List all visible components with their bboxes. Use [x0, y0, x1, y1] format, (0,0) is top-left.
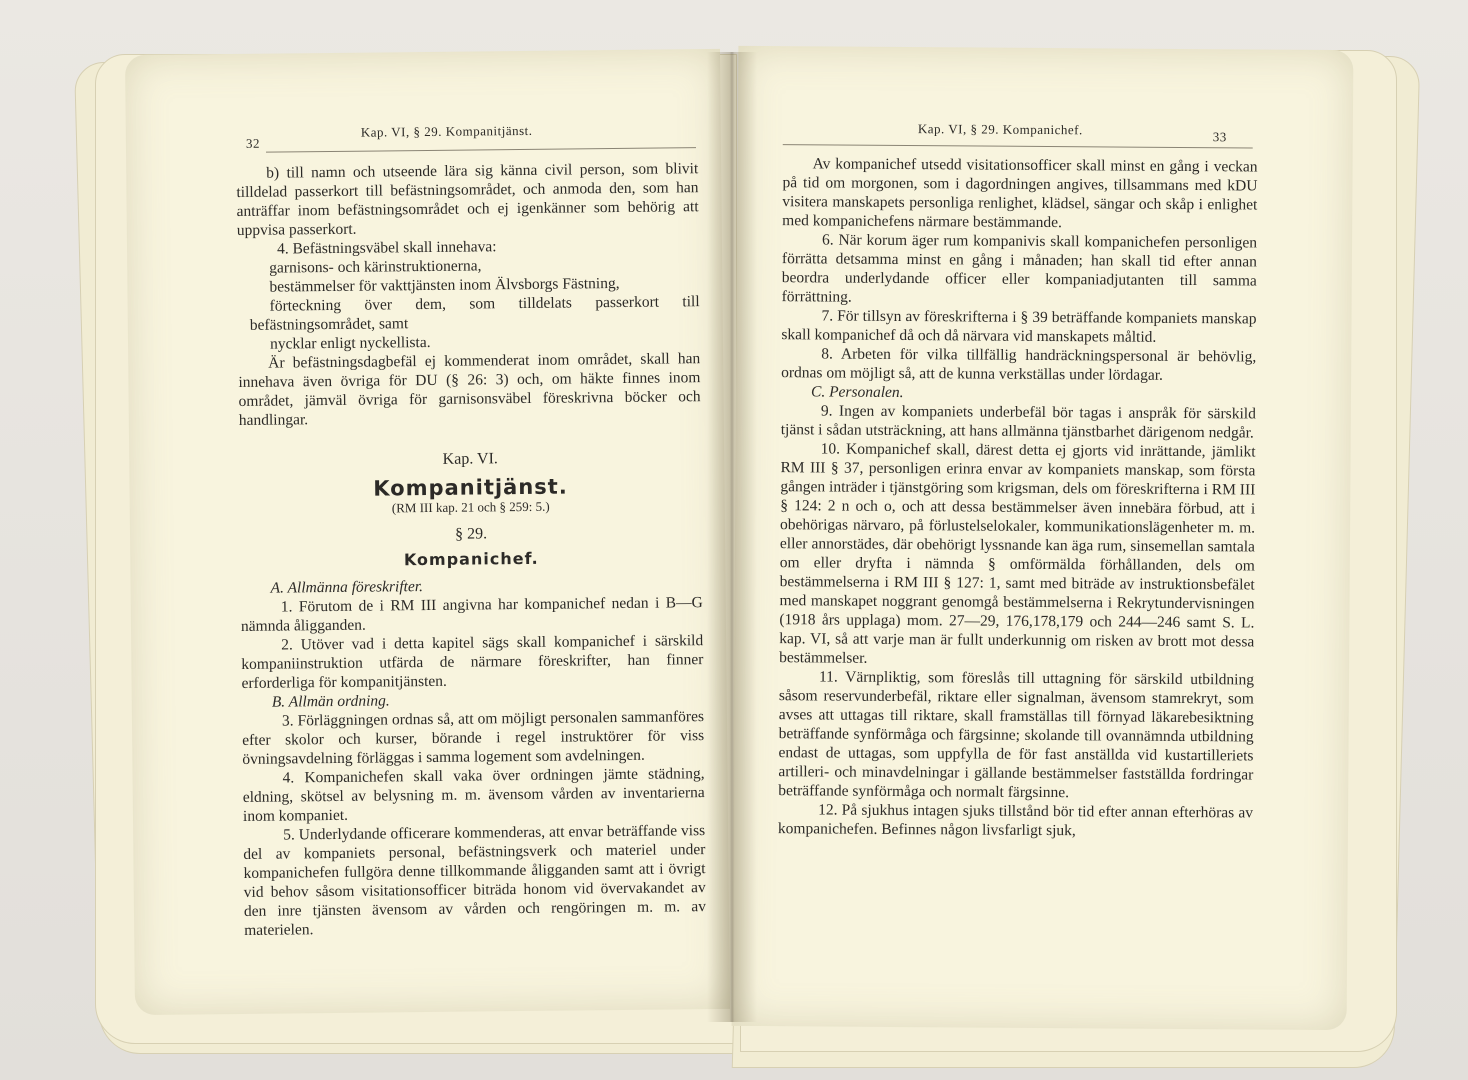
- numbered-item: 4. Kompanichefen skall vaka över ordningen jämte städning, eldning, skötsel av belysning m. m. ävensom vården av inventarierna inom kompaniet.: [242, 765, 705, 825]
- right-para: Av kompanichef utsedd visitationsofficer skall minst en gång i veckan på tid om morgonen, som i dagordningen angives, tillsammans med kDU visitera manskapets personliga renlighet, klädsel, sängar och skåp i enlighet med kompanichefens närmare bestämmande.: [782, 155, 1258, 232]
- left-header-rule: [266, 147, 696, 153]
- numbered-item: 10. Kompanichef skall, därest detta ej gjorts vid inrättande, jämlikt RM III § 37, personligen erinra envar av kompaniets manskap, som första gången inträder i tjänstgöring som krigsman, dels om föreskrifterna i RM III § 124: 2 n och o, och att dessa bestämmelser även innebära förbud, att i obehörigas närvaro, på förlustelselokaler, kommunikationslägenheter m. m. eller annorstädes, där obehörigt lyssnande kan äga rum, sinsemellan samtala om eller dryfta i nämnda § omförmälda förhållanden, dels om bestämmelserna i RM III § 127: 1, samt med biträde av instruktionsbefälet med manskapet noggrant genomgå bestämmelserna i Rekrytundervisningen (1918 års upplaga) mom. 27—29, 176,178,179 och 244—246 samt S. L. kap. VI, så att varje man är fullt underkunnig om risken av brott mot dessa bestämmelser.: [779, 440, 1256, 667]
- numbered-item: 9. Ingen av kompaniets underbefäl bör tagas i anspråk för särskild tjänst i sådan utsträckning, att hans allmänna tjänstbarhet därigenom nedgår.: [780, 402, 1256, 442]
- chapter-heading: Kap. VI.: [442, 450, 498, 468]
- left-para: 4. Befästningsväbel skall innehava:: [276, 238, 497, 258]
- right-running-head: Kap. VI, § 29. Kompanichef.: [917, 121, 1083, 138]
- section-title: Kompanichef.: [403, 548, 539, 570]
- numbered-item: 12. På sjukhus intagen sjuks tillstånd bör tid efter annan efterhöras av kompanichefen. Befinnes någon livsfarligt sjuk,: [777, 801, 1254, 840]
- left-list-item: nycklar enligt nyckellista.: [269, 333, 431, 353]
- numbered-item: 3. Förläggningen ordnas så, att om möjligt personalen sammanföres efter skolor och kurser, börande i regel instruktörer för viss övningsavdelning förläggas i samma logement som avdelningen.: [242, 708, 705, 768]
- right-page-text: [778, 154, 1258, 841]
- section-number: § 29.: [454, 525, 488, 543]
- numbered-item: 6. När korum äger rum kompanivis skall kompanichefen personligen förrätta detsamma minst en gång i månaden; han skall tid efter annan beordra underlydande officer eller kompaniadjutanten till samma förrättning.: [781, 231, 1258, 306]
- subsection-heading: B. Allmän ordning.: [271, 692, 390, 711]
- subsection-heading: C. Personalen.: [810, 383, 904, 402]
- chapter-title: Kompanitjänst.: [373, 474, 568, 501]
- open-book: [95, 42, 1395, 1042]
- left-running-head: Kap. VI, § 29. Kompanitjänst.: [360, 122, 533, 140]
- numbered-item: 2. Utöver vad i detta kapitel sägs skall kompanichef i särskild kompaniinstruktion utfärda de närmare föreskrifter, han finner erforderliga för kompanitjänsten.: [241, 632, 704, 692]
- left-page-text: [236, 159, 706, 940]
- subsection-heading: A. Allmänna föreskrifter.: [270, 578, 424, 597]
- book-gutter: [707, 52, 757, 1022]
- chapter-reference: (RM III kap. 21 och § 259: 5.): [391, 498, 550, 516]
- left-list-item: garnisons- och kärinstruktionerna,: [269, 257, 482, 277]
- left-page: [125, 49, 730, 1015]
- right-page-number: 33: [1212, 129, 1227, 145]
- left-para: b) till namn och utseende lära sig känna civil person, som blivit tilldelad passerkort till befästningsområdet, och anmoda den, som han anträffar inom befästningsområdet och ej igenkänner som behörig att uppvisa passerkort.: [236, 160, 699, 239]
- numbered-item: 5. Underlydande officerare kommenderas, att envar beträffande viss del av kompaniets personal, befästningsverk och materiel under kompanichefen fullgöra denne tillkommande åligganden samt att i övrigt vid behov såsom visitationsofficer biträda honom vid övervakandet av den inre tjänsten ävensom av vården och rengöringen m. m. av materielen.: [243, 822, 707, 939]
- right-header-rule: [783, 144, 1253, 148]
- numbered-item: 8. Arbeten för vilka tillfällig handräckningspersonal är behövlig, ordnas om möjligt så, att de kunna verkställas under lördagar.: [781, 345, 1257, 384]
- left-para: Är befästningsdagbefäl ej kommenderat inom området, skall han innehava även övriga för DU (§ 26: 3) och, om häkte finnes inom området, jämväl övriga för garnisonsväbel föreskrivna böcker och handlingar.: [238, 350, 701, 429]
- left-list-item: bestämmelser för vakttjänsten inom Älvsborgs Fästning,: [269, 274, 620, 296]
- left-list-item: förteckning över dem, som tilldelats passerkort till befästningsområdet, samt: [249, 293, 700, 334]
- right-page: [732, 46, 1354, 1030]
- numbered-item: 7. För tillsyn av föreskrifterna i § 39 beträffande kompaniets manskap skall kompanichef då och då närvara vid manskapets måltid.: [781, 307, 1257, 346]
- left-page-number: 32: [245, 135, 260, 151]
- numbered-item: 11. Värnpliktig, som föreslås till uttagning för särskild utbildning såsom reservunderbefäl, riktare eller signalman, ävensom stamrekryt, som avses att uttagas till riktare, skall framställas till förnyad läkarebesiktning beträffande synförmåga och färgsinne; skolande till ovannämnda utbildning endast de uttagas, som uppfylla de för fast anställda vid kustartilleriets artilleri- och minavdelningar i gällande bestämmelser fastställda fordringar beträffande synförmåga och normalt färgsinne.: [778, 668, 1255, 802]
- numbered-item: 1. Förutom de i RM III angivna har kompanichef nedan i B—G nämnda åligganden.: [240, 594, 703, 635]
